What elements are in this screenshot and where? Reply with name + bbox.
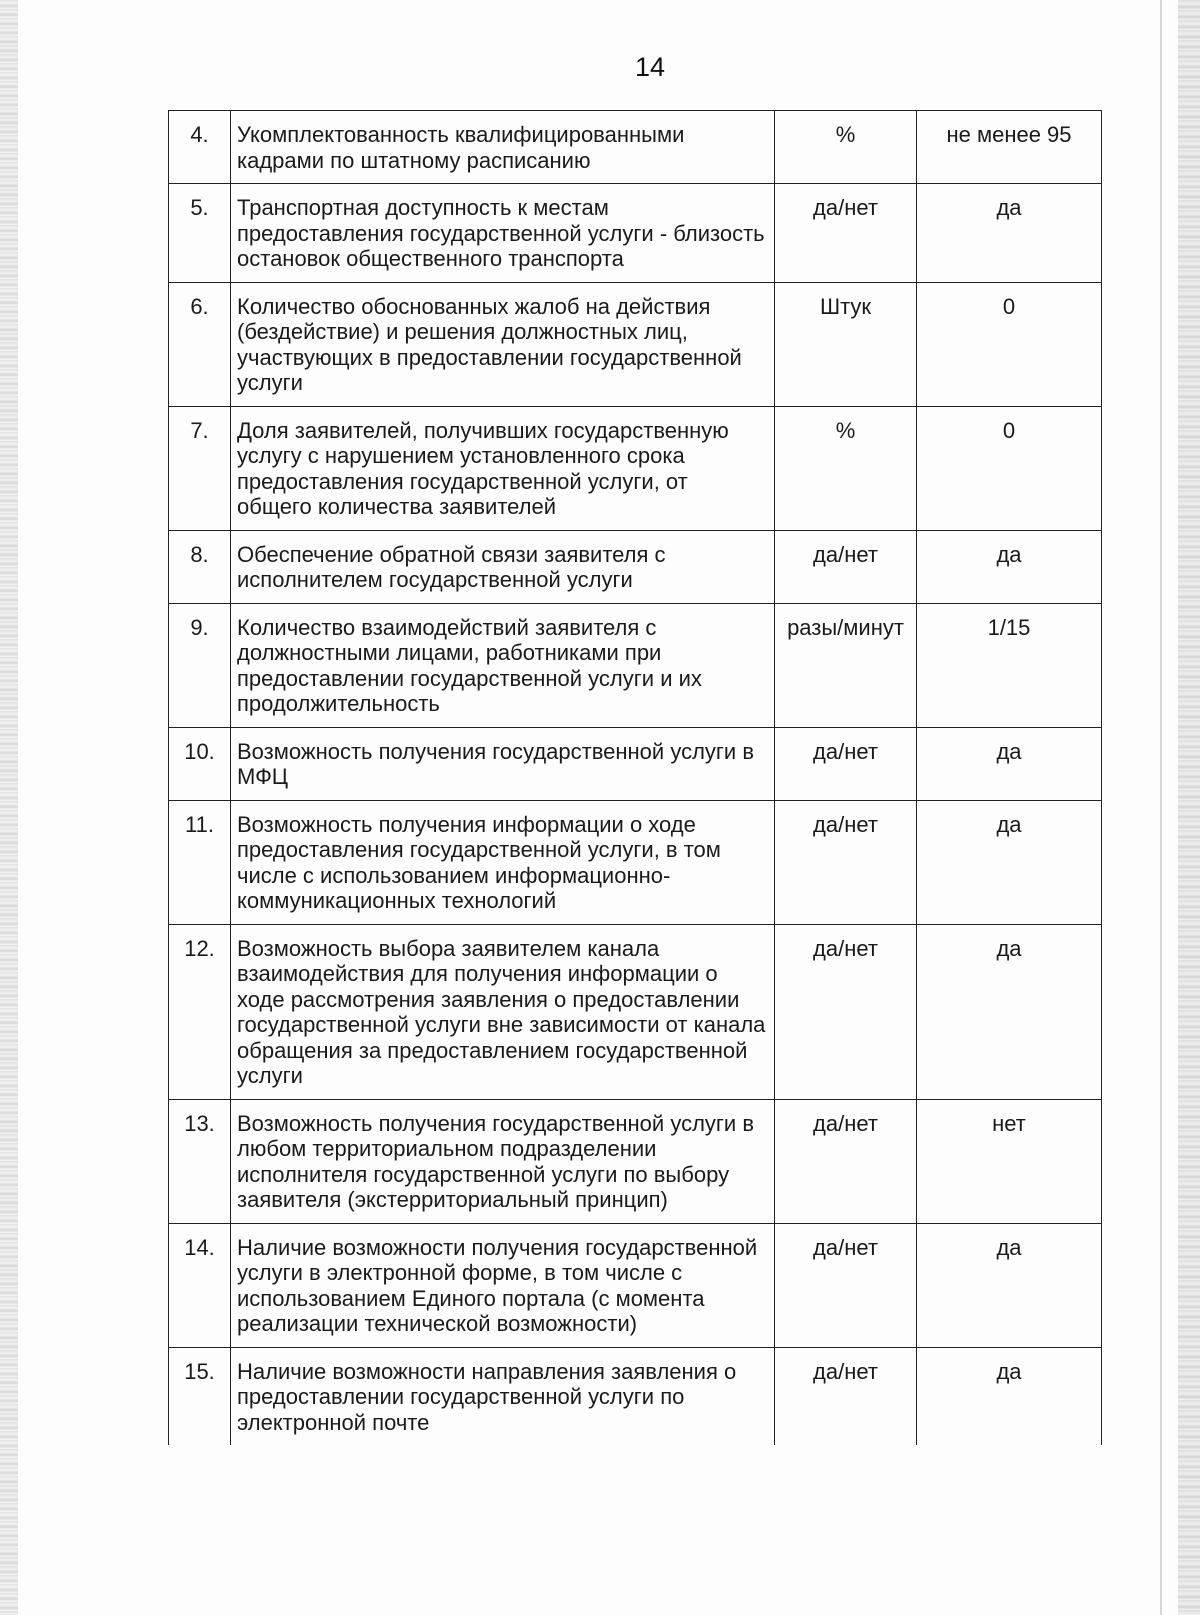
indicator-name: Укомплектованность квалифицированными кадрами по штатному расписанию xyxy=(231,111,775,184)
indicator-value: да xyxy=(917,530,1102,603)
indicator-value: нет xyxy=(917,1099,1102,1223)
page-number: 14 xyxy=(634,52,666,82)
indicator-name: Наличие возможности получения государственной услуги в электронной форме, в том числе с использованием Единого портала (с момента реализации технической возможности) xyxy=(231,1223,775,1347)
unit-of-measure: % xyxy=(775,406,917,530)
table-row xyxy=(169,727,1102,800)
indicators-table xyxy=(168,110,1102,1445)
table-row xyxy=(169,603,1102,727)
unit-of-measure: да/нет xyxy=(775,184,917,283)
indicator-name: Возможность получения государственной услуги в любом территориальном подразделении исполнителя государственной услуги по выбору заявителя (экстерриториальный принцип) xyxy=(231,1099,775,1223)
scan-edge-right xyxy=(1178,0,1200,1615)
indicator-value: 0 xyxy=(917,406,1102,530)
indicator-name: Количество обоснованных жалоб на действия (бездействие) и решения должностных лиц, участвующих в предоставлении государственной услуги xyxy=(231,282,775,406)
row-number: 6. xyxy=(169,282,231,406)
indicator-value: да xyxy=(917,924,1102,1099)
table-row xyxy=(169,406,1102,530)
unit-of-measure: да/нет xyxy=(775,1099,917,1223)
table-row xyxy=(169,530,1102,603)
unit-of-measure: разы/минут xyxy=(775,603,917,727)
indicator-name: Возможность получения информации о ходе предоставления государственной услуги, в том числе с использованием информационно-коммуникационных технологий xyxy=(231,800,775,924)
indicator-name: Доля заявителей, получивших государственную услугу с нарушением установленного срока предоставления государственной услуги, от общего количества заявителей xyxy=(231,406,775,530)
table-row xyxy=(169,184,1102,283)
unit-of-measure: да/нет xyxy=(775,727,917,800)
table-row xyxy=(169,1223,1102,1347)
unit-of-measure: да/нет xyxy=(775,800,917,924)
table-row xyxy=(169,924,1102,1099)
row-number: 8. xyxy=(169,530,231,603)
indicator-name: Обеспечение обратной связи заявителя с исполнителем государственной услуги xyxy=(231,530,775,603)
unit-of-measure: % xyxy=(775,111,917,184)
indicator-name: Возможность выбора заявителем канала взаимодействия для получения информации о ходе рассмотрения заявления о предоставлении государственной услуги вне зависимости от канала обращения за предоставлением государственной услуги xyxy=(231,924,775,1099)
indicator-value: да xyxy=(917,727,1102,800)
row-number: 14. xyxy=(169,1223,231,1347)
indicator-value: да xyxy=(917,800,1102,924)
row-number: 15. xyxy=(169,1347,231,1445)
indicator-name: Наличие возможности направления заявления о предоставлении государственной услуги по электронной почте xyxy=(231,1347,775,1445)
table-row xyxy=(169,111,1102,184)
row-number: 10. xyxy=(169,727,231,800)
unit-of-measure: Штук xyxy=(775,282,917,406)
indicator-name: Транспортная доступность к местам предоставления государственной услуги - близость остановок общественного транспорта xyxy=(231,184,775,283)
indicator-name: Возможность получения государственной услуги в МФЦ xyxy=(231,727,775,800)
row-number: 13. xyxy=(169,1099,231,1223)
scan-edge-line xyxy=(1160,0,1162,1615)
scan-edge-left xyxy=(0,0,18,1615)
row-number: 4. xyxy=(169,111,231,184)
table-row xyxy=(169,1347,1102,1445)
indicator-value: да xyxy=(917,1223,1102,1347)
table-row xyxy=(169,800,1102,924)
indicator-value: 0 xyxy=(917,282,1102,406)
indicator-value: да xyxy=(917,184,1102,283)
table-row xyxy=(169,282,1102,406)
indicator-name: Количество взаимодействий заявителя с должностными лицами, работниками при предоставлении государственной услуги и их продолжительность xyxy=(231,603,775,727)
row-number: 12. xyxy=(169,924,231,1099)
row-number: 7. xyxy=(169,406,231,530)
indicator-value: 1/15 xyxy=(917,603,1102,727)
row-number: 5. xyxy=(169,184,231,283)
row-number: 9. xyxy=(169,603,231,727)
row-number: 11. xyxy=(169,800,231,924)
indicator-value: да xyxy=(917,1347,1102,1445)
unit-of-measure: да/нет xyxy=(775,530,917,603)
indicator-value: не менее 95 xyxy=(917,111,1102,184)
table-row xyxy=(169,1099,1102,1223)
unit-of-measure: да/нет xyxy=(775,924,917,1099)
unit-of-measure: да/нет xyxy=(775,1223,917,1347)
unit-of-measure: да/нет xyxy=(775,1347,917,1445)
